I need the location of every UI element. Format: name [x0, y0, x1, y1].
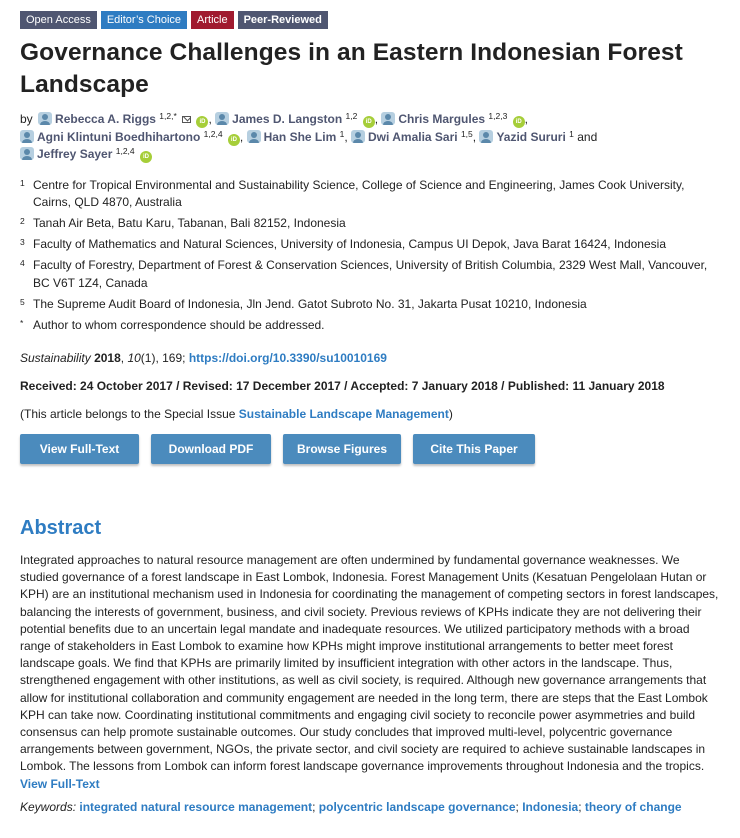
- author-item[interactable]: [20, 130, 240, 144]
- author-name[interactable]: Dwi Amalia Sari: [368, 129, 458, 144]
- author-name[interactable]: Yazid Sururi: [496, 129, 566, 144]
- abstract-text: Integrated approaches to natural resource management are often undermined by fundamental governance weaknesses. We studied governance of a forest landscape in East Lombok, Indonesia. Forest Management Units (Kesatuan Pengelolaan Hutan or KPH) are an institutional mechanism used in Indonesia for coordinating the management of competing sectors in forest landscapes, balancing the interests of government, business, and civil society. Previous reviews of KPHs indicate they are not delivering their potential benefits due to an uncertain legal mandate and inadequate resources. We utilized participatory methods with a broad range of stakeholders in East Lombok to examine how KPHs might improve institutional arrangements to better meet forest landscape goals. We find that KPHs are primarily limited by insufficient integration with other actors in the landscape. Thus, strengthened engagement with other institutions, as well as civil society, is required. Although new governance arrangements that allow for institutional collaboration and community engagement are needed in the long term, there are steps that the East Lombok KPH can take now. Coordinating institutional commitments and engaging civil society to reconcile power asymmetries and build consensus can help promote sustainable outcomes. Our study concludes that improved multi-level, polycentric governance arrangements between government, NGOs, the private sector, and civil society are required to achieve sustainable landscapes in Lombok. The lessons from Lombok can inform forest landscape governance improvements throughout Indonesia and the tropics.: [20, 553, 719, 774]
- author-affiliation-sup: 1,2,4: [203, 128, 223, 139]
- author-affiliation-sup: 1,2,3: [488, 111, 508, 121]
- orcid-icon[interactable]: iD: [228, 134, 240, 146]
- affiliation-text: The Supreme Audit Board of Indonesia, Jln Jend. Gatot Subroto No. 31, Jakarta Pusat 10210, Indonesia: [33, 296, 587, 311]
- author-item[interactable]: [381, 112, 524, 126]
- keyword-link[interactable]: polycentric landscape governance: [318, 799, 516, 814]
- journal-name: Sustainability: [20, 351, 91, 365]
- person-icon[interactable]: [38, 112, 52, 125]
- person-icon[interactable]: [247, 130, 261, 143]
- badge-row: [20, 11, 720, 29]
- person-icon[interactable]: [381, 112, 395, 125]
- affiliation-number: 5: [20, 296, 25, 307]
- article-page: [20, 11, 720, 816]
- affiliation-text: Tanah Air Beta, Batu Karu, Tabanan, Bali 82152, Indonesia: [33, 216, 346, 230]
- correspondence-note: [20, 317, 720, 335]
- abstract-body: [20, 552, 720, 793]
- affiliation-number: 2: [20, 216, 25, 226]
- author-affiliation-sup: 1: [339, 128, 345, 139]
- author-name[interactable]: James D. Langston: [232, 112, 343, 126]
- peer-reviewed-badge[interactable]: Peer-Reviewed: [238, 11, 328, 29]
- author-affiliation-sup: 1: [569, 128, 574, 139]
- author-name[interactable]: Rebecca A. Riggs: [55, 112, 156, 126]
- author-item[interactable]: [215, 112, 375, 126]
- affiliation-number: *: [20, 317, 24, 328]
- article-type-badge: Article: [191, 11, 234, 29]
- person-icon[interactable]: [20, 130, 34, 143]
- citation-year: 2018: [94, 351, 121, 365]
- author-item[interactable]: [38, 112, 208, 126]
- orcid-icon[interactable]: iD: [363, 116, 375, 128]
- affiliation-text: Faculty of Mathematics and Natural Sciences, University of Indonesia, Campus UI Depok, Java Barat 16424, Indonesia: [33, 237, 666, 251]
- special-issue-prefix: (This article belongs to the Special Issue: [20, 407, 239, 421]
- person-icon[interactable]: [351, 130, 365, 143]
- special-issue-link[interactable]: Sustainable Landscape Management: [238, 407, 449, 421]
- by-label: by: [20, 112, 33, 126]
- open-access-badge[interactable]: Open Access: [20, 11, 97, 29]
- editors-choice-badge[interactable]: Editor’s Choice: [101, 11, 187, 29]
- keyword-link[interactable]: Indonesia: [522, 799, 579, 814]
- affiliation-number: 3: [20, 237, 25, 247]
- author-affiliation-sup: 1,2: [345, 111, 358, 121]
- abstract-heading: Abstract: [20, 517, 102, 539]
- author-name[interactable]: Han She Lim: [263, 129, 337, 144]
- keywords-label: Keywords:: [20, 799, 77, 814]
- doi-link[interactable]: https://doi.org/10.3390/su10010169: [188, 351, 387, 365]
- special-issue-suffix: ): [448, 407, 453, 421]
- download-pdf-button[interactable]: Download PDF: [151, 434, 271, 464]
- author-list: by Rebecca A. Riggs $^{1,2,*}$ iD , James D. Langston $^{1,2}$ iD , Chris Margules $^{1,2,3}$ iD , Agni Klintuni Boedhihartono $^{1,2,4}$ iD , Han She Lim $^1$, Dwi Amalia Sari $^{1,5}$, Yazid Sururi $^1$ and Jeffrey Sayer $^{1,2,4}$ iD: [20, 111, 598, 161]
- citation-line: Sustainability 2018, 10(1), 169; https://doi.org/10.3390/su10010169: [20, 351, 387, 365]
- special-issue-note: [20, 406, 720, 423]
- affiliation-item: [20, 236, 720, 254]
- affiliation-number: 4: [20, 258, 25, 268]
- email-icon[interactable]: [182, 116, 191, 123]
- orcid-icon[interactable]: iD: [140, 151, 152, 163]
- affiliation-item: [20, 177, 720, 212]
- affiliation-item: [20, 296, 720, 314]
- publication-dates: Received: 24 October 2017 / Revised: 17 December 2017 / Accepted: 7 January 2018 / Published: 11 January 2018: [20, 379, 665, 393]
- citation-issue-pages: (1), 169;: [140, 351, 189, 365]
- author-item[interactable]: [351, 130, 473, 144]
- affiliation-text: Centre for Tropical Environmental and Sustainability Science, College of Science and Engineering, James Cook University, Cairns, QLD 4870, Australia: [33, 177, 685, 209]
- citation-volume: 10: [127, 351, 141, 365]
- keyword-link[interactable]: integrated natural resource management: [79, 799, 313, 814]
- author-affiliation-sup: 1,2,4: [115, 146, 135, 156]
- affiliation-number: 1: [20, 177, 25, 188]
- abstract-full-text-link[interactable]: View Full-Text: [20, 776, 100, 791]
- person-icon[interactable]: [479, 130, 493, 143]
- author-affiliation-sup: 1,5: [460, 128, 473, 139]
- author-item[interactable]: [247, 130, 345, 144]
- author-name[interactable]: Jeffrey Sayer: [37, 147, 113, 161]
- orcid-icon[interactable]: iD: [196, 116, 208, 128]
- and-label: and: [577, 129, 598, 144]
- cite-paper-button[interactable]: Cite This Paper: [413, 434, 535, 464]
- affiliation-text: Author to whom correspondence should be addressed.: [33, 317, 325, 332]
- author-affiliation-sup: 1,2,*: [159, 111, 177, 121]
- affiliation-item: [20, 257, 720, 292]
- affiliation-list: [20, 177, 720, 335]
- person-icon[interactable]: [215, 112, 229, 125]
- keyword-link[interactable]: theory of change: [584, 799, 682, 814]
- author-name[interactable]: Chris Margules: [398, 112, 486, 126]
- person-icon[interactable]: [20, 147, 34, 160]
- author-name[interactable]: Agni Klintuni Boedhihartono: [37, 129, 201, 144]
- view-full-text-button[interactable]: View Full-Text: [20, 434, 139, 464]
- author-item[interactable]: [20, 147, 152, 161]
- affiliation-text: Faculty of Forestry, Department of Forest & Conservation Sciences, University of British Columbia, 2329 West Mall, Vancouver, BC V6T 1Z4, Canada: [33, 258, 708, 290]
- keywords: Keywords: integrated natural resource management; polycentric landscape governance; Indonesia; theory of change: [20, 799, 682, 814]
- article-title: Governance Challenges in an Eastern Indonesian Forest Landscape: [20, 39, 683, 98]
- author-item[interactable]: [479, 130, 573, 144]
- action-buttons: [20, 434, 720, 464]
- affiliation-item: [20, 215, 720, 233]
- orcid-icon[interactable]: iD: [513, 116, 525, 128]
- browse-figures-button[interactable]: Browse Figures: [283, 434, 401, 464]
